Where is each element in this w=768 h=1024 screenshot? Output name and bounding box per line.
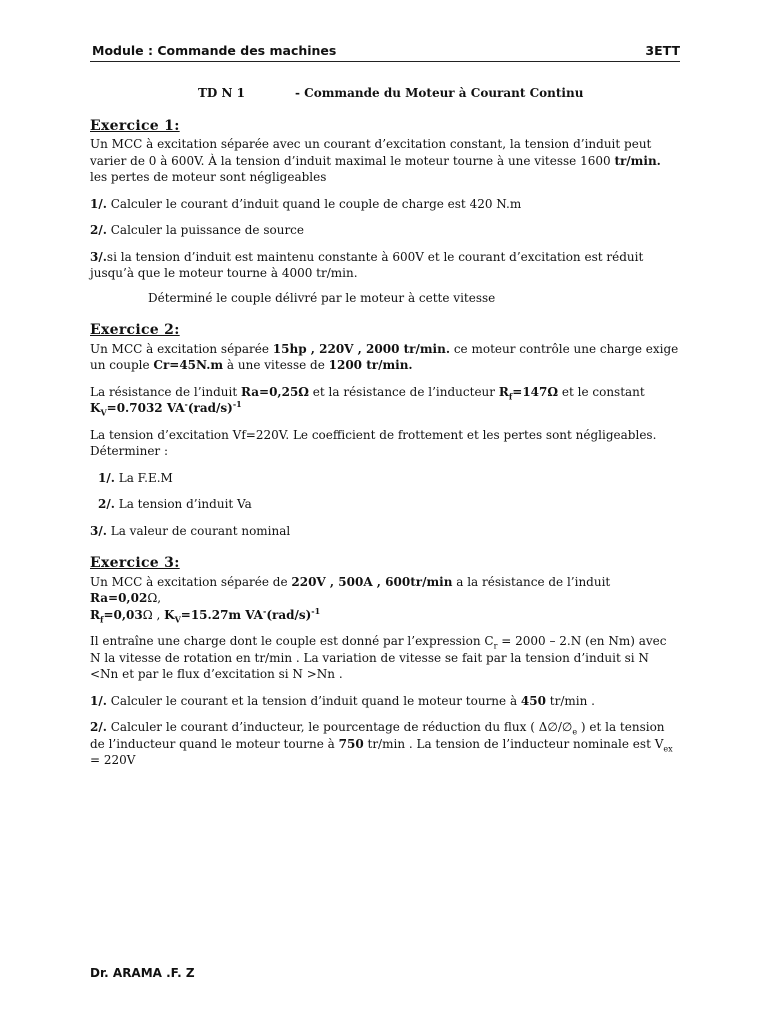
exercise-3-heading: Exercice 3: [90, 555, 180, 571]
exercise-2-question-1: 1/. La F.E.M [98, 470, 173, 485]
exercise-3-question-1: 1/. Calculer le courant et la tension d’induit quand le moteur tourne à 450 tr/min . [90, 693, 595, 708]
exercise-3-intro: Un MCC à excitation séparée de 220V , 500A , 600tr/min a la résistance de l’induit Ra=0,02Ω, $R_f=0,03\Omega$ , $K_V=15.27m$ $VA^-(rad/s)^{-1}$ [90, 574, 611, 624]
exercise-2-question-3: 3/. La valeur de courant nominal [90, 523, 291, 538]
exercise-1-question-1: 1/. Calculer le courant d’induit quand le couple de charge est 420 N.m [90, 196, 522, 211]
exercise-3-load: Il entraîne une charge dont le couple est donné par l’expression $C_r = 2000 - 2.N$ (en Nm) avec N la vitesse de rotation en tr/min . La variation de vitesse se fait par la tension d’induit si N <Nn et par le flux d’excitation si N >Nn . [90, 634, 667, 681]
footer-author: Dr. ARAMA .F. Z [90, 966, 195, 980]
exercise-1-heading: Exercice 1: [90, 117, 180, 134]
document-body [90, 85, 680, 779]
exercise-2-resistances: La résistance de l’induit Ra=0,25Ω et la résistance de l’inducteur $R_f=147\Omega$ et le constant $K_V=0.7032$ $VA^-(rad/s)^{-1}$ [90, 384, 645, 418]
module-title: Module : Commande des machines [92, 43, 337, 58]
td-number: TD N 1 [198, 86, 246, 100]
exercise-1-intro: Un MCC à excitation séparée avec un courant d’excitation constant, la tension d’induit peut varier de 0 à 600V. À la tension d’induit maximal le moteur tourne à une vitesse 1600 tr/min. les pertes de moteur sont négligeables [90, 137, 661, 184]
exercise-1-question-3: 3/.si la tension d’induit est maintenu constante à 600V et le courant d’excitation est réduit jusqu’à que le moteur tourne à 4000 tr/min. [90, 249, 644, 280]
exercise-1-question-2: 2/. Calculer la puissance de source [90, 223, 305, 237]
exercise-2-heading: Exercice 2: [90, 322, 180, 338]
td-title [198, 85, 680, 102]
exercise-2-excitation: La tension d’excitation Vf=220V. Le coefficient de frottement et les pertes sont négligeables. Déterminer : [90, 427, 657, 458]
page-header [90, 41, 680, 62]
class-label: 3ETT [645, 43, 680, 58]
exercise-2-intro: Un MCC à excitation séparée 15hp , 220V , 2000 tr/min. ce moteur contrôle une charge exige un couple Cr=45N.m à une vitesse de 1200 tr/min. [90, 341, 679, 372]
td-subject: - Commande du Moteur à Courant Continu [295, 86, 584, 100]
exercise-1-question-3b: Déterminé le couple délivré par le moteur à cette vitesse [148, 290, 496, 305]
exercise-2-question-2: 2/. La tension d’induit Va [98, 497, 252, 511]
exercise-3-question-2: 2/. Calculer le courant d’inducteur, le pourcentage de réduction du flux ( $\Delta\emptyset/\emptyset_e$ ) et la tension de l’inducteur quand le moteur tourne à 750 tr/min . La tension de l’inducteur nominale est $V_{ex} = 220V$ [90, 720, 673, 767]
